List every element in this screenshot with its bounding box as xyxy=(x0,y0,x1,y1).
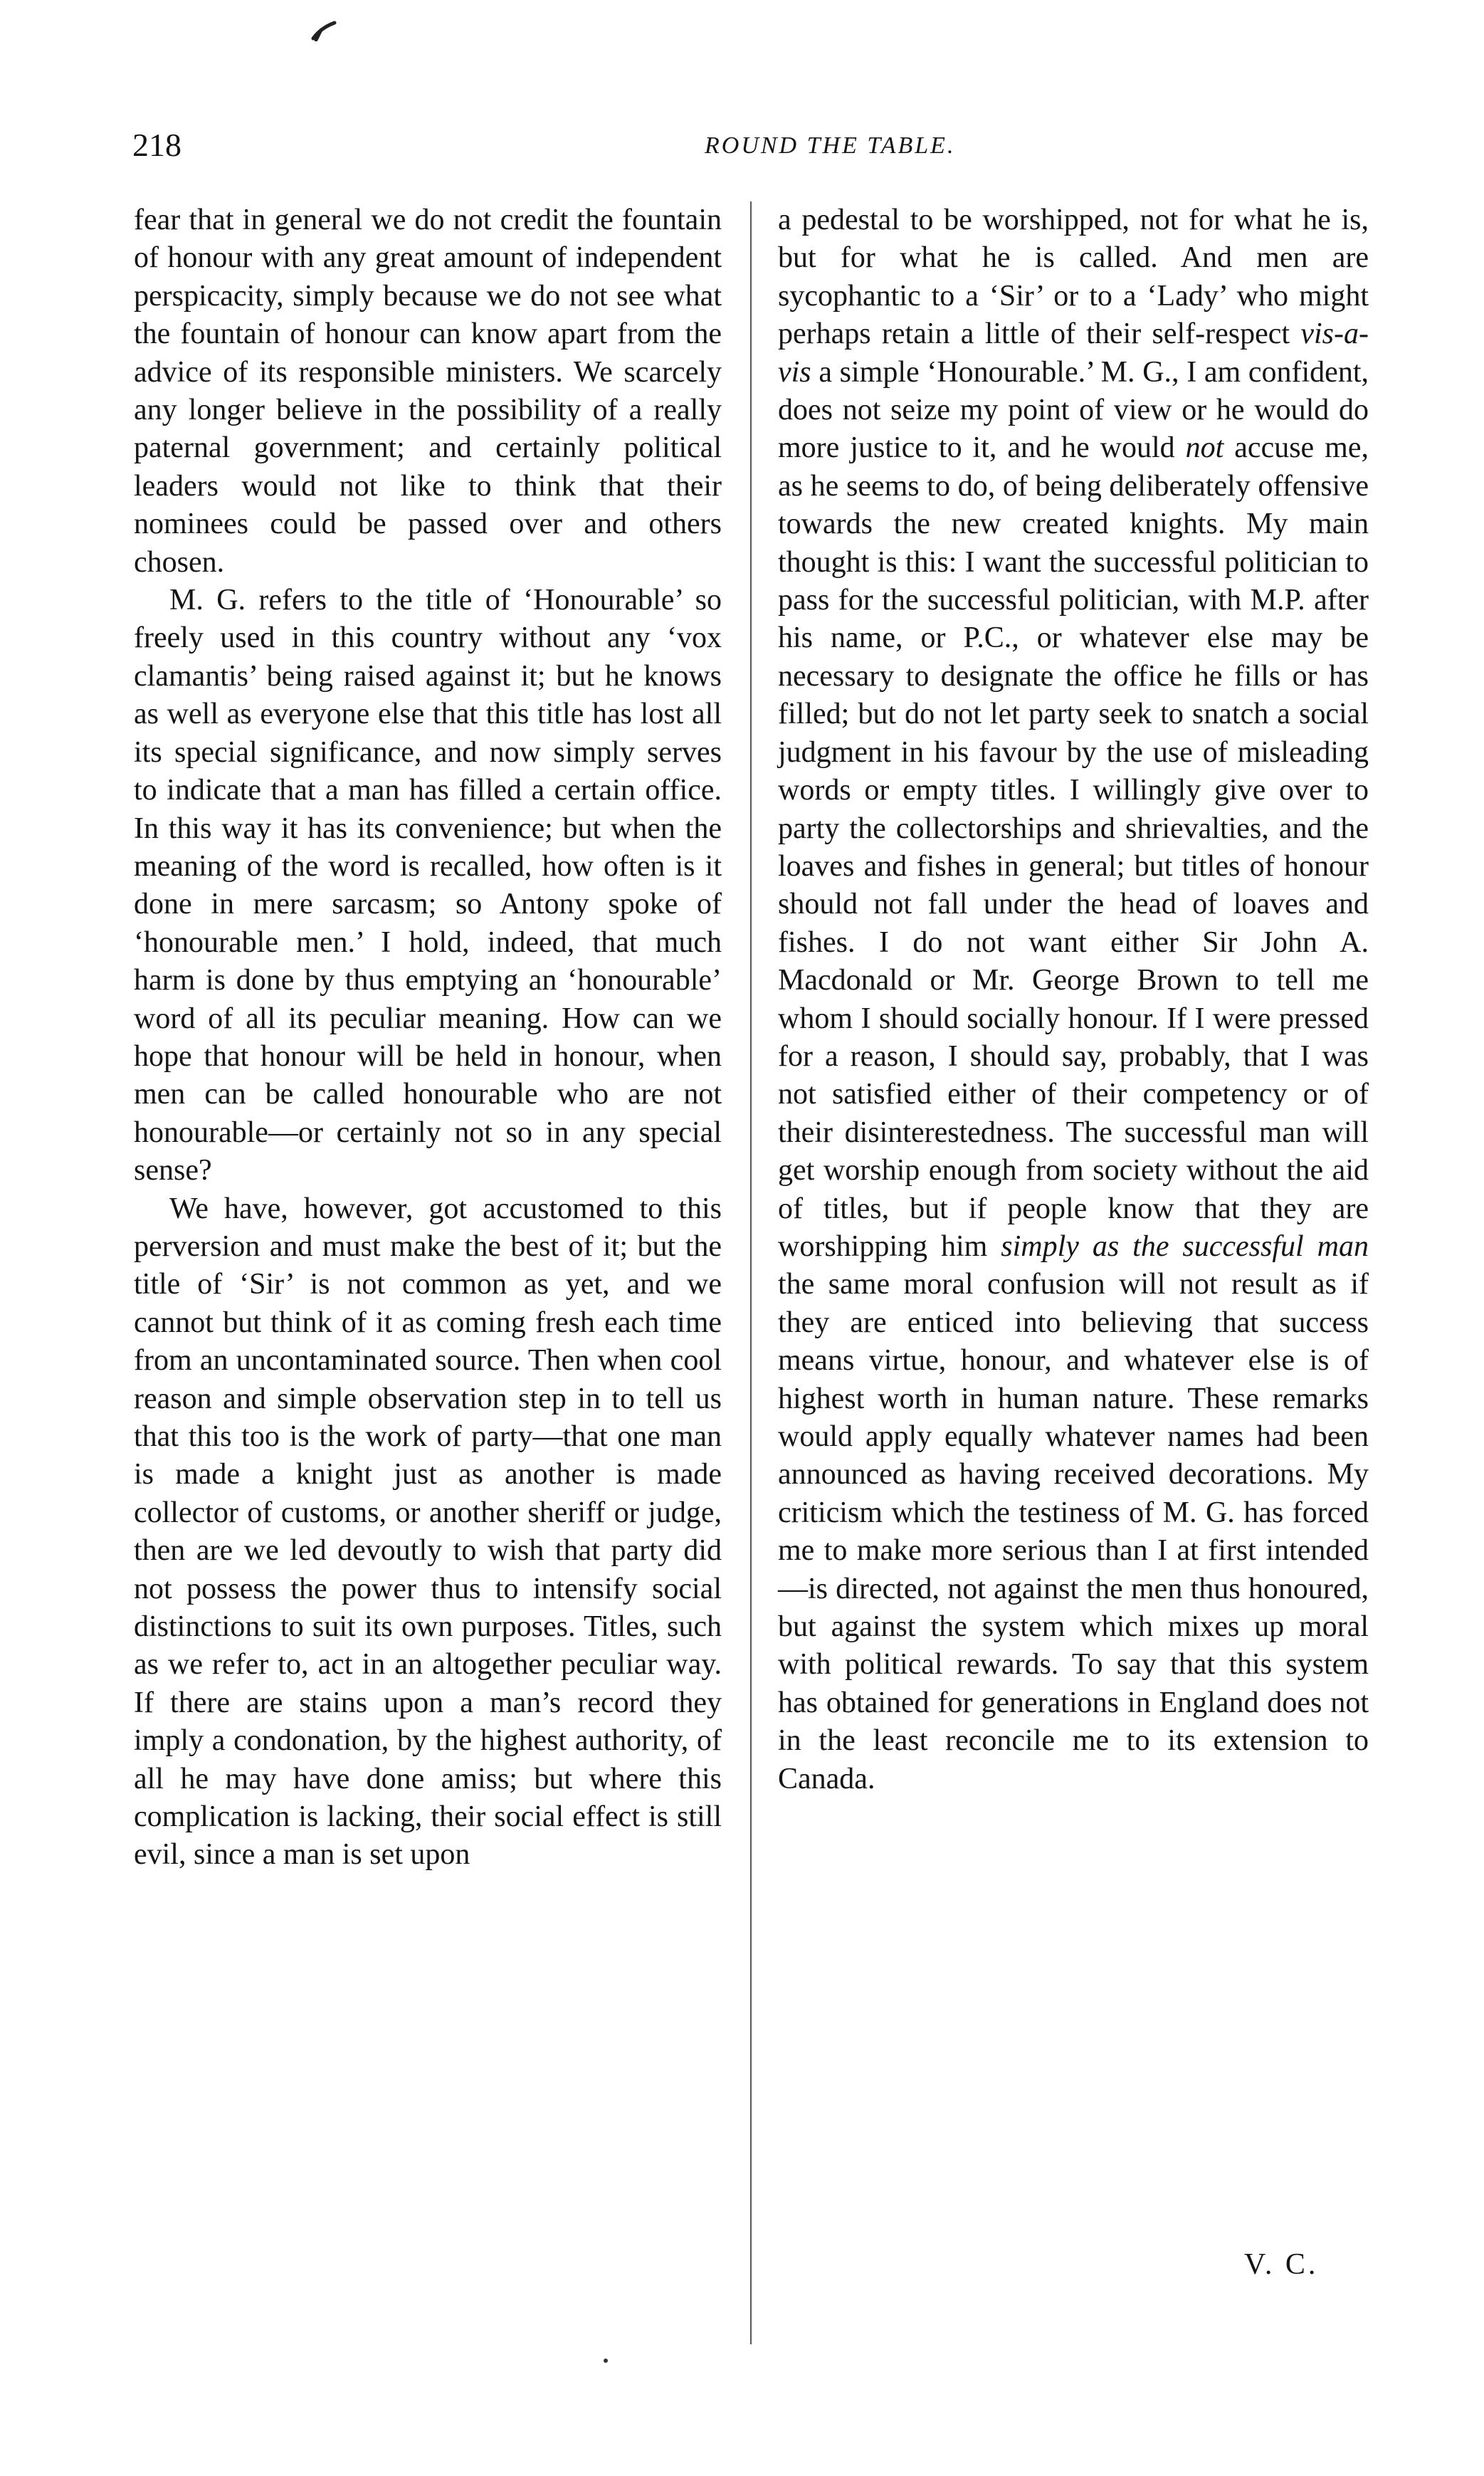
right-text-a: a pedestal to be worshipped, not for what he is, but for what he is called. And men are sycophantic to a ‘Sir’ or to a ‘Lady’ who might perhaps retain a little of their self-respect xyxy=(778,204,1369,351)
left-column xyxy=(134,201,722,1874)
author-signature: V. C. xyxy=(1244,2248,1319,2281)
right-column xyxy=(778,201,1369,1798)
column-divider xyxy=(750,201,752,2344)
print-dot-mark xyxy=(604,2359,608,2363)
page-header xyxy=(121,125,1374,168)
right-text-b: a simple ‘Honourable.’ M. G., I am confident, does not seize my point of view or he would do more justice to it, and he would xyxy=(778,355,1369,465)
right-italic-successful-man: simply as the successful man xyxy=(1001,1229,1369,1263)
ink-mark-icon xyxy=(310,20,337,41)
right-italic-vis-a-vis: vis-a-vis xyxy=(778,318,1369,389)
left-paragraph-1: fear that in general we do not credit the fountain of honour with any great amount of independent perspicacity, simply because we do not see what the fountain of honour can know apart from the advice of its responsible ministers. We scarcely any longer believe in the possibility of a really paternal government; and certainly political leaders would not like to think that their nominees could be passed over and others chosen. xyxy=(134,204,722,579)
right-italic-not: not xyxy=(1185,431,1224,465)
right-text-d: the same moral confusion will not result as if they are enticed into believing that success means virtue, honour, and whatever else is of highest worth in human nature. These remarks would apply equally whatever names had been announced as having received decorations. My criticism which the testiness of M. G. has forced me to make more serious than I at first intended—is directed, not against the men thus honoured, but against the system which mixes up moral with political rewards. To say that this system has obtained for generations in England does not in the least reconcile me to its extension to Canada. xyxy=(778,1268,1369,1795)
left-paragraph-2 xyxy=(134,582,722,1190)
right-paragraph-1 xyxy=(778,201,1369,1798)
page-number: 218 xyxy=(132,127,181,163)
left-paragraph-2-text: M. G. refers to the title of ‘Honourable’ so freely used in this country without any ‘vox clamantis’ being raised against it; but he knows as well as everyone else that this title has lost all its special significance, and now simply serves to indicate that a man has filled a certain office. In this way it has its convenience; but when the meaning of the word is recalled, how often is it done in mere sarcasm; so Antony spoke of ‘honourable men.’ I hold, indeed, that much harm is done by thus emptying an ‘honourable’ word of all its peculiar meaning. How can we hope that honour will be held in honour, when men can be called honourable who are not honourable—or certainly not so in any special sense? xyxy=(134,584,722,1187)
right-text-c: accuse me, as he seems to do, of being deliberately offensive towards the new created knights. My main thought is this: I want the successful politician to pass for the successful politician, with M.P. after his name, or P.C., or whatever else may be necessary to designate the office he fills or has filled; but do not let party seek to snatch a social judgment in his favour by the use of misleading words or empty titles. I willingly give over to party the collectorships and shrievalties, and the loaves and fishes in general; but titles of honour should not fall under the head of loaves and fishes. I do not want either Sir John A. Macdonald or Mr. George Brown to tell me whom I should socially honour. If I were pressed for a reason, I should say, probably, that I was not satisfied either of their competency or of their disinterestedness. The successful man will get worship enough from society without the aid of titles, but if people know that they are worshipping him xyxy=(778,431,1369,1263)
running-head: ROUND THE TABLE. xyxy=(705,132,956,159)
left-paragraph-3: We have, however, got accustomed to this perversion and must make the best of it; but the title of ‘Sir’ is not common as yet, and we cannot but think of it as coming fresh each time from an uncontaminated source. Then when cool reason and simple observation step in to tell us that this too is the work of party—that one man is made a knight just as another is made collector of customs, or another sheriff or judge, then are we led devoutly to wish that party did not possess the power thus to intensify social distinctions to suit its own purposes. Titles, such as we refer to, act in an altogether peculiar way. If there are stains upon a man’s record they imply a condonation, by the highest authority, of all he may have done amiss; but where this complication is lacking, their social effect is still evil, since a man is set upon xyxy=(134,1192,722,1872)
